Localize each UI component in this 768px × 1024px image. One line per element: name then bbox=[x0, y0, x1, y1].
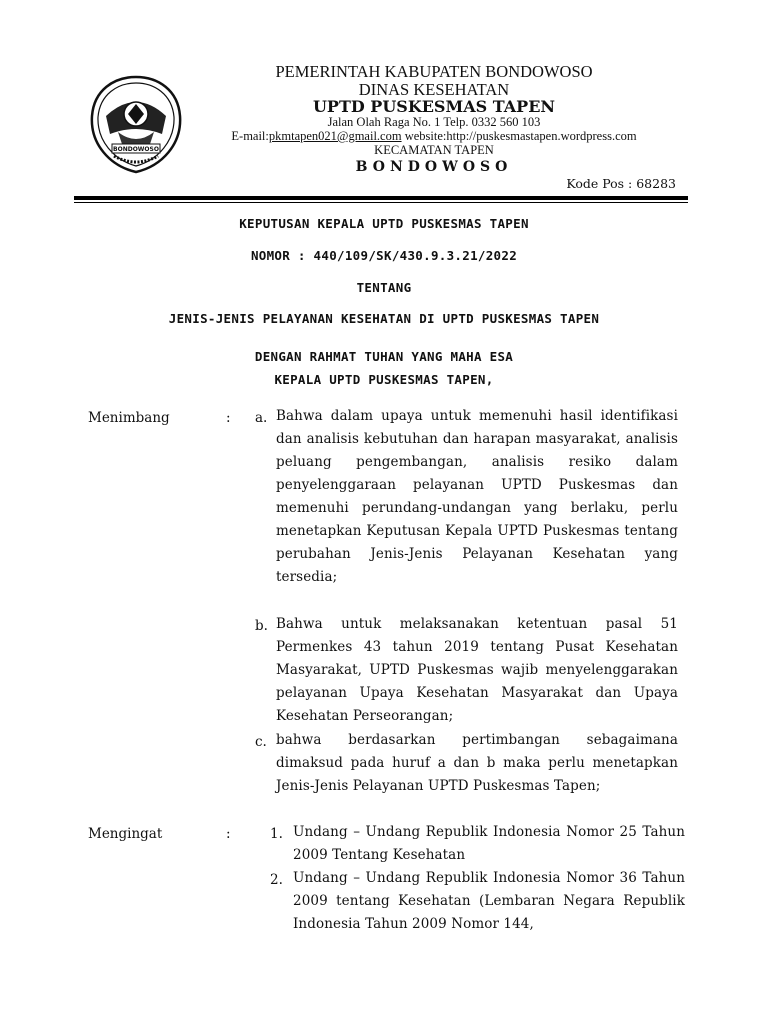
mengingat-item-1: Undang – Undang Republik Indonesia Nomor 25 Tahun 2009 Tentang Kesehatan bbox=[293, 824, 685, 863]
letterhead-divider bbox=[74, 196, 688, 200]
menimbang-marker-c: c. bbox=[255, 734, 267, 750]
mengingat-label: Mengingat bbox=[88, 826, 163, 842]
email-label: E-mail: bbox=[231, 129, 269, 143]
menimbang-label: Menimbang bbox=[88, 410, 170, 426]
menimbang-item-c: bahwa berdasarkan pertimbangan sebagaimana dimaksud pada huruf a dan b maka perlu menetapkan Jenis-Jenis Pelayanan UPTD Puskesmas Tapen; bbox=[276, 732, 678, 794]
menimbang-item-b: Bahwa untuk melaksanakan ketentuan pasal 51 Permenkes 43 tahun 2019 tentang Pusat Kesehatan Masyarakat, UPTD Puskesmas wajib menyelenggarakan pelayanan Upaya Kesehatan Masyarakat dan Upaya Kesehatan Perseorangan; bbox=[276, 616, 678, 724]
menimbang-colon: : bbox=[226, 410, 231, 426]
about-heading: TENTANG bbox=[356, 280, 412, 295]
menimbang-marker-b: b. bbox=[255, 618, 268, 634]
government-name: PEMERINTAH KABUPATEN BONDOWOSO bbox=[275, 62, 593, 81]
mengingat-colon: : bbox=[226, 826, 231, 842]
city-name: BONDOWOSO bbox=[355, 159, 513, 175]
menimbang-marker-a: a. bbox=[255, 410, 268, 426]
unit-name: UPTD PUSKESMAS TAPEN bbox=[312, 97, 556, 116]
head-heading: KEPALA UPTD PUSKESMAS TAPEN, bbox=[274, 372, 494, 387]
website-text: website:http://puskesmastapen.wordpress.com bbox=[401, 129, 637, 143]
letterhead bbox=[0, 0, 768, 200]
decree-number: NOMOR : 440/109/SK/430.9.3.21/2022 bbox=[250, 248, 518, 263]
postal-code: Kode Pos : 68283 bbox=[566, 176, 676, 191]
bondowoso-emblem-icon bbox=[88, 74, 184, 174]
mengingat-marker-1: 1. bbox=[270, 826, 283, 842]
contact-line bbox=[200, 129, 668, 144]
email-link[interactable]: pkmtapen021@gmail.com bbox=[268, 129, 402, 143]
mengingat-marker-2: 2. bbox=[270, 872, 283, 888]
district-name: KECAMATAN TAPEN bbox=[374, 143, 494, 157]
address: Jalan Olah Raga No. 1 Telp. 0332 560 103 bbox=[327, 115, 541, 129]
mengingat-item-2: Undang – Undang Republik Indonesia Nomor 36 Tahun 2009 tentang Kesehatan (Lembaran Negara Republik Indonesia Tahun 2009 Nomor 144, bbox=[293, 870, 685, 932]
letterhead-divider-thin bbox=[74, 202, 688, 203]
decree-subject: JENIS-JENIS PELAYANAN KESEHATAN DI UPTD PUSKESMAS TAPEN bbox=[168, 311, 600, 326]
department-name: DINAS KESEHATAN bbox=[358, 80, 510, 99]
blessing-heading: DENGAN RAHMAT TUHAN YANG MAHA ESA bbox=[254, 349, 514, 364]
decree-title: KEPUTUSAN KEPALA UPTD PUSKESMAS TAPEN bbox=[239, 216, 529, 231]
menimbang-item-a: Bahwa dalam upaya untuk memenuhi hasil identifikasi dan analisis kebutuhan dan harapan masyarakat, analisis peluang pengembangan, analisis resiko dalam penyelenggaraan pelayanan UPTD Puskesmas dan memenuhi perundang-undangan yang berlaku, perlu menetapkan Keputusan Kepala UPTD Puskesmas tentang perubahan Jenis-Jenis Pelayanan Kesehatan yang tersedia; bbox=[276, 408, 678, 585]
emblem-text: BONDOWOSO bbox=[113, 146, 159, 153]
